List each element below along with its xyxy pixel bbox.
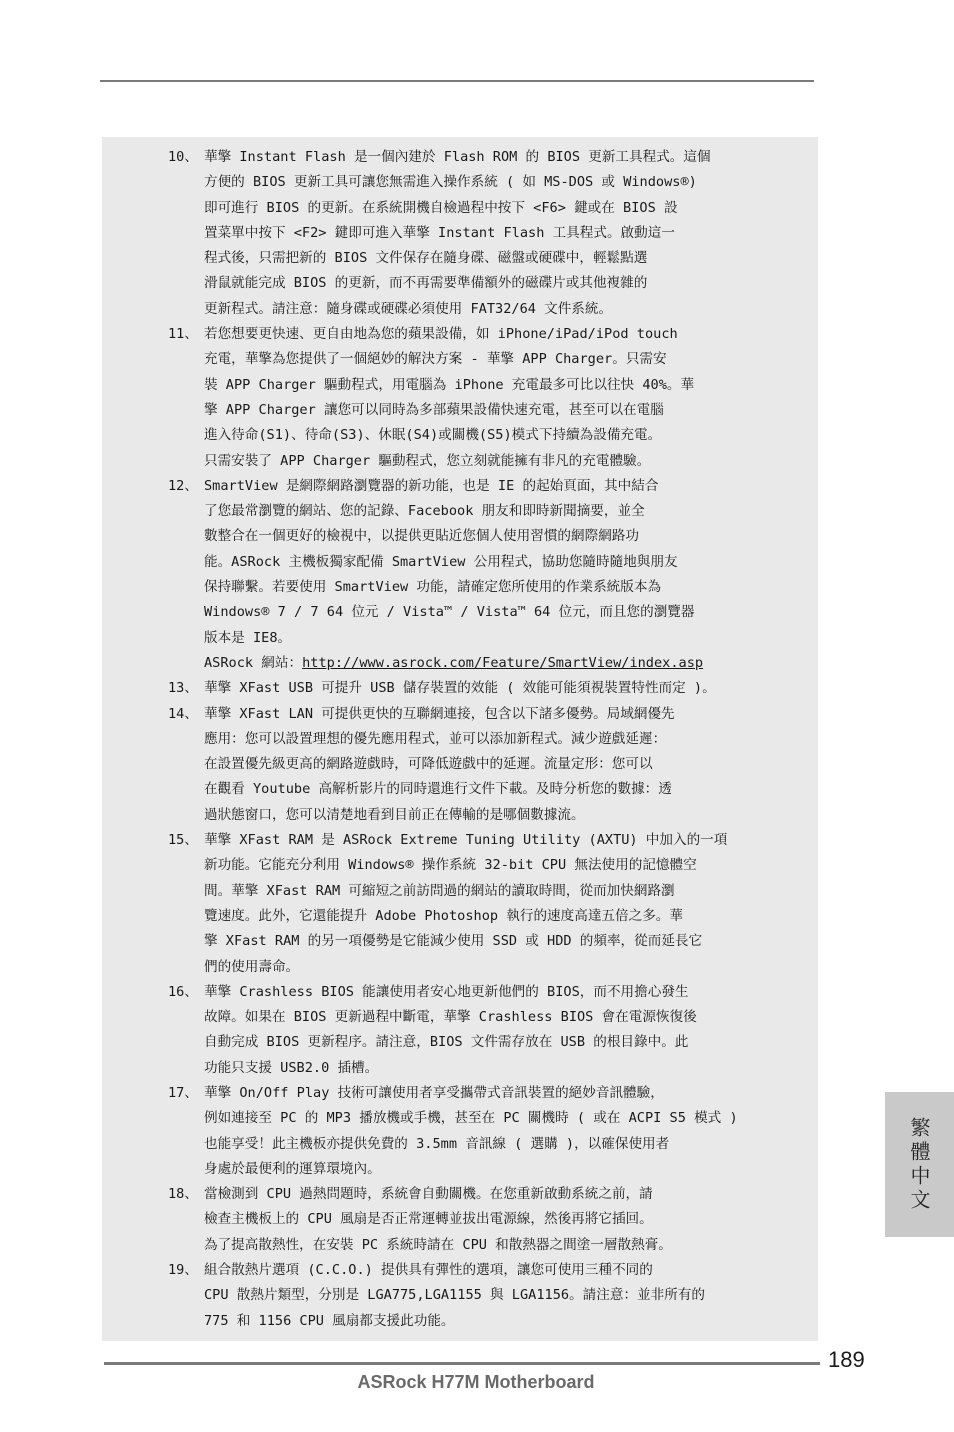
item-text: [204, 1182, 764, 1258]
website-line: [204, 651, 764, 676]
text-line: 們的使用壽命。: [204, 958, 300, 975]
text-line: 間。華擎 XFast RAM 可縮短之前訪問過的網站的讀取時間，從而加快網路瀏: [204, 882, 675, 899]
text-line: Windows® 7 / 7 64 位元 / Vista™ / Vista™ 64 位元，而且您的瀏覽器: [204, 604, 695, 621]
text-line: 即可進行 BIOS 的更新。在系統開機自檢過程中按下 <F6> 鍵或在 BIOS 設: [204, 199, 678, 216]
text-line: 故障。如果在 BIOS 更新過程中斷電，華擎 Crashless BIOS 會在電源恢復後: [204, 1009, 697, 1026]
text-line: 更新程式。請注意：隨身碟或硬碟必須使用 FAT32/64 文件系統。: [204, 300, 613, 317]
text-line: 為了提高散熱性，在安裝 PC 系統時請在 CPU 和散熱器之間塗一層散熱膏。: [204, 1236, 672, 1253]
item-number: 15、: [168, 832, 198, 849]
text-line: 自動完成 BIOS 更新程序。請注意，BIOS 文件需存放在 USB 的根目錄中。此: [204, 1034, 689, 1051]
item-text: [204, 1081, 764, 1182]
item-number: 16、: [168, 983, 198, 1000]
text-line: 進入待命(S1)、待命(S3)、休眠(S4)或關機(S5)模式下持續為設備充電。: [204, 427, 662, 444]
item-number: 18、: [168, 1186, 198, 1203]
text-line: 只需安裝了 APP Charger 驅動程式，您立刻就能擁有非凡的充電體驗。: [204, 452, 651, 469]
text-line: 能。ASRock 主機板獨家配備 SmartView 公用程式，協助您隨時隨地與朋友: [204, 553, 678, 570]
item-text: [204, 980, 764, 1081]
text-line: 當檢測到 CPU 過熱問題時，系統會自動關機。在您重新啟動系統之前，請: [204, 1186, 653, 1203]
text-line: 新功能。它能充分利用 Windows® 操作系統 32-bit CPU 無法使用的記憶體空: [204, 857, 697, 874]
page-number: 189: [828, 1347, 865, 1372]
text-line: 若您想要更快速、更自由地為您的蘋果設備，如 iPhone/iPad/iPod touch: [204, 326, 678, 343]
text-line: 版本是 IE8。: [204, 629, 292, 646]
text-line: 在觀看 Youtube 高解析影片的同時還進行文件下載。及時分析您的數據：透: [204, 781, 672, 798]
list-item: [168, 1258, 768, 1334]
item-number: 13、: [168, 680, 198, 697]
text-line: 擎 APP Charger 讓您可以同時為多部蘋果設備快速充電，甚至可以在電腦: [204, 401, 664, 418]
text-line: 擎 XFast RAM 的另一項優勢是它能減少使用 SSD 或 HDD 的頻率，從而延長它: [204, 933, 703, 950]
item-number: 12、: [168, 477, 198, 494]
list-item: [168, 676, 768, 701]
text-line: 裝 APP Charger 驅動程式，用電腦為 iPhone 充電最多可比以往快 40%。華: [204, 376, 695, 393]
item-number: 14、: [168, 705, 198, 722]
list-item: [168, 474, 768, 676]
text-line: 充電，華擎為您提供了一個絕妙的解決方案 - 華擎 APP Charger。只需安: [204, 351, 667, 368]
text-line: SmartView 是網際網路瀏覽器的新功能，也是 IE 的起始頁面，其中結合: [204, 477, 659, 494]
list-item: [168, 322, 768, 474]
item-number: 19、: [168, 1262, 198, 1279]
item-text: [204, 702, 764, 828]
item-text: [204, 145, 764, 322]
text-line: 也能享受！此主機板亦提供免費的 3.5mm 音訊線 ( 選購 )，以確保使用者: [204, 1135, 670, 1152]
top-rule: [100, 80, 814, 82]
text-line: 數整合在一個更好的檢視中，以提供更貼近您個人使用習慣的網際網路功: [204, 528, 639, 545]
text-line: 華擎 Crashless BIOS 能讓使用者安心地更新他們的 BIOS，而不用擔心發生: [204, 983, 689, 1000]
item-number: 10、: [168, 149, 198, 165]
item-text: [204, 322, 764, 474]
list-item: [168, 1182, 768, 1258]
item-number: 17、: [168, 1084, 198, 1101]
smartview-link[interactable]: http://www.asrock.com/Feature/SmartView/index.asp: [302, 654, 704, 671]
text-line: 檢查主機板上的 CPU 風扇是否正常運轉並拔出電源線，然後再將它插回。: [204, 1211, 653, 1228]
item-text: [204, 828, 764, 980]
text-line: CPU 散熱片類型，分別是 LGA775,LGA1155 與 LGA1156。請注意：並非所有的: [204, 1287, 706, 1304]
text-line: 例如連接至 PC 的 MP3 播放機或手機，甚至在 PC 關機時 ( 或在 ACPI S5 模式 ): [204, 1110, 738, 1127]
feature-list: [168, 145, 768, 1334]
item-text: [204, 1258, 764, 1334]
item-text: [204, 474, 764, 676]
text-line: 身處於最便利的運算環境內。: [204, 1160, 381, 1177]
text-line: 華擎 XFast RAM 是 ASRock Extreme Tuning Utility (AXTU) 中加入的一項: [204, 832, 728, 849]
item-number: 11、: [168, 326, 198, 343]
text-line: 華擎 XFast LAN 可提供更快的互聯網連接，包含以下諸多優勢。局域網優先: [204, 705, 675, 722]
text-line: 置菜單中按下 <F2> 鍵即可進入華擎 Instant Flash 工具程式。啟動這一: [204, 224, 675, 241]
text-line: 過狀態窗口，您可以清楚地看到目前正在傳輸的是哪個數據流。: [204, 806, 585, 823]
bottom-rule: [104, 1362, 820, 1365]
text-line: 了您最常瀏覽的網站、您的記錄、Facebook 朋友和即時新聞摘要，並全: [204, 503, 645, 520]
text-line: 應用：您可以設置理想的優先應用程式，並可以添加新程式。減少遊戲延遲：: [204, 730, 667, 747]
text-line: 華擎 Instant Flash 是一個內建於 Flash ROM 的 BIOS 更新工具程式。這個: [204, 149, 711, 165]
website-label: ASRock 網站：: [204, 654, 303, 671]
text-line: 華擎 XFast USB 可提升 USB 儲存裝置的效能 ( 效能可能須視裝置特性而定 )。: [204, 680, 716, 697]
text-line: 華擎 On/Off Play 技術可讓使用者享受攜帶式音訊裝置的絕妙音訊體驗，: [204, 1084, 664, 1101]
list-item: [168, 1081, 768, 1182]
text-line: 保持聯繫。若要使用 SmartView 功能，請確定您所使用的作業系統版本為: [204, 579, 662, 596]
text-line: 方便的 BIOS 更新工具可讓您無需進入操作系統 ( 如 MS-DOS 或 Windows®): [204, 174, 697, 191]
text-line: 組合散熱片選項 (C.C.O.) 提供具有彈性的選項，讓您可使用三種不同的: [204, 1262, 653, 1279]
text-line: 在設置優先級更高的網路遊戲時，可降低遊戲中的延遲。流量定形：您可以: [204, 756, 653, 773]
text-line: 覽速度。此外，它還能提升 Adobe Photoshop 執行的速度高達五倍之多。華: [204, 907, 683, 924]
list-item: [168, 828, 768, 980]
language-tab-label: 繁體中文: [907, 1116, 931, 1213]
text-line: 功能只支援 USB2.0 插槽。: [204, 1059, 379, 1076]
footer-title: ASRock H77M Motherboard: [357, 1372, 595, 1392]
list-item: [168, 702, 768, 828]
language-tab: [885, 1092, 954, 1237]
text-line: 775 和 1156 CPU 風扇都支援此功能。: [204, 1312, 455, 1329]
text-line: 滑鼠就能完成 BIOS 的更新，而不再需要準備額外的磁碟片或其他複雜的: [204, 275, 648, 292]
list-item: [168, 145, 768, 322]
list-item: [168, 980, 768, 1081]
text-line: 程式後，只需把新的 BIOS 文件保存在隨身碟、磁盤或硬碟中，輕鬆點選: [204, 250, 648, 267]
item-text: [204, 676, 764, 701]
